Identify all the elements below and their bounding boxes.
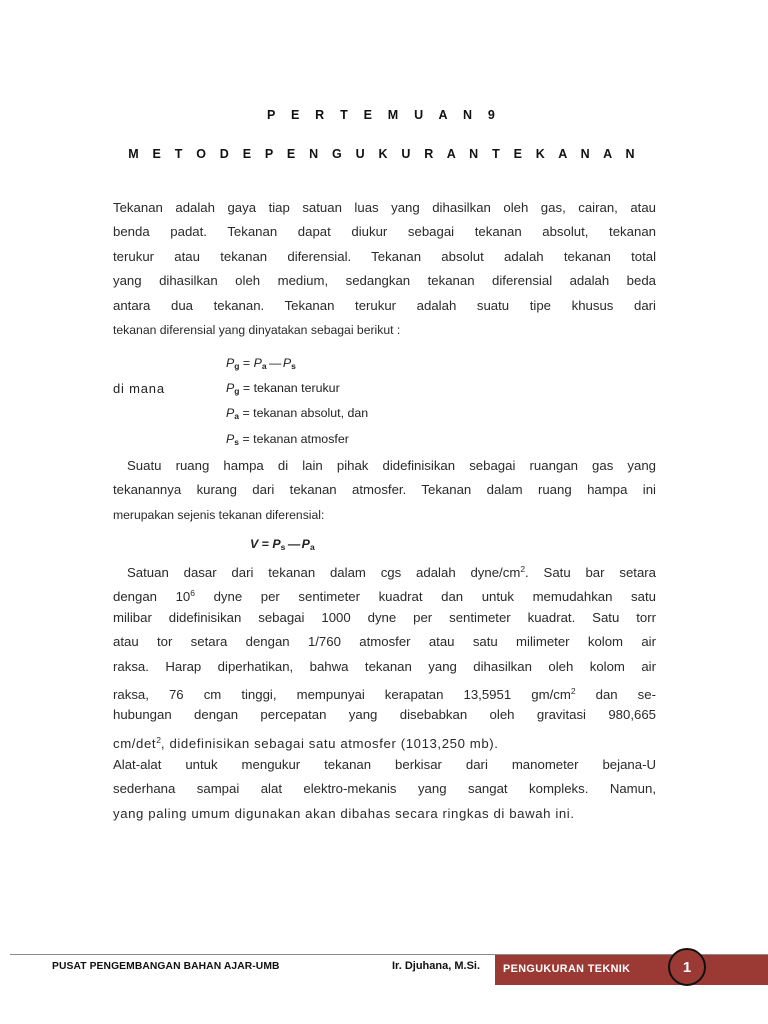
- text-line: Tekanan adalah gaya tiap satuan luas yang dihasilkan oleh gas, cairan, atau: [113, 200, 656, 215]
- superscript: 2: [156, 734, 161, 745]
- text-fragment: . Satu bar setara: [525, 565, 657, 580]
- text-line: antara dua tekanan. Tekanan terukur adalah suatu tipe khusus dari: [113, 297, 656, 313]
- text-line: Alat-alat untuk mengukur tekanan berkisar dari manometer bejana-U: [113, 757, 656, 772]
- paragraph-instruments: [113, 753, 656, 826]
- symbol-p: P: [226, 381, 235, 395]
- text-line: tekanan diferensial yang dinyatakan sebagai berikut :: [113, 322, 401, 337]
- where-label: di mana: [113, 381, 165, 396]
- minus-sign: —: [285, 537, 302, 551]
- text-line: Suatu ruang hampa di lain pihak didefinisikan sebagai ruangan gas yang: [127, 458, 656, 473]
- subscript: a: [309, 542, 315, 552]
- definition-gauge-pressure: [226, 381, 340, 396]
- text-line: [113, 679, 656, 703]
- meeting-heading: P E R T E M U A N 9: [266, 108, 502, 122]
- superscript: 6: [190, 588, 195, 599]
- symbol-v: V: [250, 537, 259, 551]
- minus-sign: —: [266, 356, 283, 370]
- footer-author: Ir. Djuhana, M.Si.: [392, 960, 481, 972]
- text-line: tekanannya kurang dari tekanan atmosfer. Tekanan dalam ruang hampa ini: [113, 482, 656, 498]
- symbol-p: P: [282, 356, 292, 370]
- text-line: benda padat. Tekanan dapat diukur sebagai tekanan absolut, tekanan: [113, 224, 656, 240]
- subscript: s: [234, 437, 239, 447]
- footer-course-title: PENGUKURAN TEKNIK: [503, 963, 631, 975]
- superscript: 2: [520, 564, 526, 574]
- subscript: a: [261, 361, 267, 371]
- symbol-p: P: [301, 537, 310, 551]
- symbol-p: P: [272, 537, 281, 551]
- symbol-p: P: [253, 356, 262, 370]
- text-line: milibar didefinisikan sebagai 1000 dyne per sentimeter kuadrat. Satu torr: [113, 609, 656, 625]
- text-line: hubungan dengan percepatan yang disebabkan oleh gravitasi 980,665: [113, 707, 656, 723]
- text-fragment: dengan 10: [113, 589, 191, 605]
- text-line: [113, 557, 656, 581]
- footer-institution: PUSAT PENGEMBANGAN BAHAN AJAR-UMB: [52, 961, 280, 972]
- page-number: 1: [682, 958, 692, 976]
- text-line: [113, 728, 656, 752]
- definition-atmospheric-pressure: [226, 432, 349, 447]
- vacuum-formula: [250, 537, 315, 552]
- equals-sign: =: [258, 537, 273, 551]
- text-fragment: cm/det: [113, 735, 157, 751]
- definition-absolute-pressure: [226, 406, 368, 421]
- text-line: yang dihasilkan oleh medium, sedangkan tekanan diferensial adalah beda: [113, 273, 656, 289]
- subscript: s: [280, 542, 286, 552]
- definition-text: = tekanan terukur: [239, 381, 340, 395]
- text-fragment: dyne per sentimeter kuadrat dan untuk memudahkan satu: [195, 589, 656, 605]
- chapter-title: M E T O D E P E N G U K U R A N T E K A N A N: [128, 147, 640, 161]
- definition-text: = tekanan absolut, dan: [239, 406, 369, 420]
- text-line: merupakan sejenis tekanan diferensial:: [113, 507, 325, 522]
- text-fragment: raksa, 76 cm tinggi, mempunyai kerapatan 13,5951 gm/cm: [113, 686, 571, 702]
- text-fragment: , didefinisikan sebagai satu atmosfer (1013,250 mb).: [160, 735, 499, 751]
- text-fragment: dan se-: [575, 686, 656, 702]
- symbol-p: P: [226, 356, 235, 370]
- subscript: g: [234, 386, 240, 396]
- text-fragment: Satuan dasar dari tekanan dalam cgs adalah dyne/cm: [127, 565, 521, 580]
- page-number-badge: [668, 948, 706, 986]
- text-line: raksa. Harap diperhatikan, bahwa tekanan yang dihasilkan oleh kolom air: [113, 658, 656, 674]
- paragraph-vacuum: [113, 454, 656, 527]
- superscript: 2: [570, 685, 576, 696]
- subscript: a: [234, 411, 239, 421]
- text-line: terukur atau tekanan diferensial. Tekanan absolut adalah tekanan total: [113, 248, 656, 264]
- paragraph-units: [113, 557, 656, 752]
- symbol-p: P: [226, 432, 235, 446]
- definition-text: = tekanan atmosfer: [239, 432, 349, 446]
- text-line: sederhana sampai alat elektro-mekanis yang sangat kompleks. Namun,: [113, 781, 656, 797]
- equals-sign: =: [239, 356, 254, 370]
- paragraph-pressure-definition: [113, 196, 656, 342]
- text-line: atau tor setara dengan 1/760 atmosfer atau satu milimeter kolom air: [113, 634, 656, 650]
- subscript: g: [234, 361, 240, 371]
- gauge-pressure-formula: [226, 356, 296, 371]
- subscript: s: [291, 361, 296, 371]
- text-line: [113, 581, 656, 605]
- symbol-p: P: [226, 406, 235, 420]
- text-line: yang paling umum digunakan akan dibahas secara ringkas di bawah ini.: [113, 805, 575, 821]
